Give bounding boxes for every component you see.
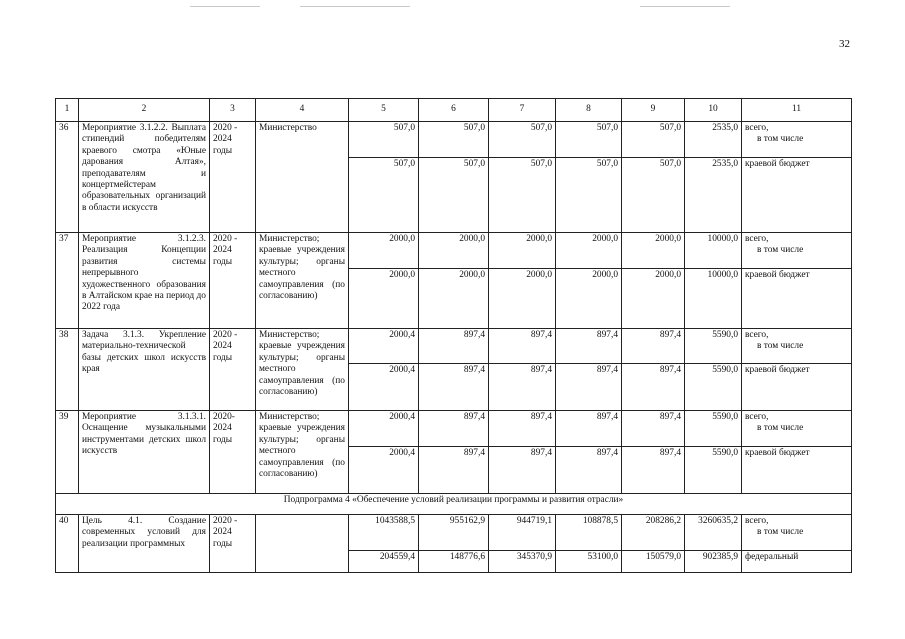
funding-source-line: всего, (745, 330, 769, 340)
column-header: 5 (349, 99, 419, 122)
value-2022: 507,0 (489, 158, 556, 233)
funding-source-subline: в том числе (757, 423, 804, 434)
column-header: 8 (556, 99, 622, 122)
funding-source (742, 269, 852, 329)
funding-source-subline: в том числе (757, 527, 804, 538)
executors: Министерство; краевые учреждения культуры; органы местного самоуправления (по согласованию) (256, 233, 349, 329)
value-2021: 148776,6 (419, 551, 489, 573)
measure-name: Задача 3.1.3. Укрепление материально-технической базы детских школ искусств края (79, 329, 210, 411)
column-header: 7 (489, 99, 556, 122)
funding-source (742, 551, 852, 573)
period: 2020 - 2024 годы (210, 329, 256, 411)
funding-source-subline: в том числе (757, 245, 804, 256)
value-total: 3260635,2 (685, 515, 742, 551)
column-header: 10 (685, 99, 742, 122)
value-2020: 204559,4 (349, 551, 419, 573)
value-total: 2535,0 (685, 122, 742, 158)
table-row (56, 329, 852, 364)
value-2021: 897,4 (419, 329, 489, 364)
value-2023: 897,4 (556, 447, 622, 494)
value-2023: 897,4 (556, 411, 622, 447)
value-2022: 897,4 (489, 411, 556, 447)
value-total: 5590,0 (685, 364, 742, 411)
value-total: 10000,0 (685, 269, 742, 329)
table-row (56, 122, 852, 158)
value-2021: 897,4 (419, 364, 489, 411)
funding-source-subline: в том числе (757, 341, 804, 352)
column-header: 9 (622, 99, 685, 122)
value-2020: 2000,4 (349, 447, 419, 494)
row-number: 40 (56, 515, 79, 573)
funding-source-line: всего, (745, 234, 769, 244)
value-2023: 2000,0 (556, 269, 622, 329)
period: 2020 - 2024 годы (210, 515, 256, 573)
table-row (56, 411, 852, 447)
value-2022: 944719,1 (489, 515, 556, 551)
measure-name: Цель 4.1. Создание современных условий для реализации программных (79, 515, 210, 573)
header-row (56, 99, 852, 122)
value-total: 902385,9 (685, 551, 742, 573)
value-2022: 507,0 (489, 122, 556, 158)
scan-artifact (640, 6, 730, 7)
value-2021: 897,4 (419, 411, 489, 447)
scan-artifact (300, 6, 410, 7)
period: 2020 - 2024 годы (210, 233, 256, 329)
measure-name: Мероприятие 3.1.2.2. Выплата стипендий победителям краевого смотра «Юные дарования Алтая», преподавателям и концертмейстерам образовательных организаций в области искусств (79, 122, 210, 233)
value-total: 5590,0 (685, 411, 742, 447)
measure-name: Мероприятие 3.1.3.1. Оснащение музыкальными инструментами детских школ искусств (79, 411, 210, 494)
value-2023: 507,0 (556, 158, 622, 233)
column-header: 11 (742, 99, 852, 122)
value-2023: 897,4 (556, 364, 622, 411)
value-total: 5590,0 (685, 329, 742, 364)
value-2022: 2000,0 (489, 233, 556, 269)
period: 2020 - 2024 годы (210, 122, 256, 233)
funding-source-line: краевой бюджет (745, 270, 810, 280)
value-2020: 1043588,5 (349, 515, 419, 551)
value-total: 2535,0 (685, 158, 742, 233)
executors (256, 515, 349, 573)
value-2021: 2000,0 (419, 233, 489, 269)
value-2021: 897,4 (419, 447, 489, 494)
subprogram-title: Подпрограмма 4 «Обеспечение условий реализации программы и развития отрасли» (56, 494, 852, 515)
funding-source (742, 233, 852, 269)
value-2020: 2000,0 (349, 269, 419, 329)
value-2024: 897,4 (622, 447, 685, 494)
funding-source (742, 122, 852, 158)
funding-source (742, 364, 852, 411)
funding-source-line: федеральный (745, 552, 799, 562)
value-2024: 897,4 (622, 329, 685, 364)
value-2023: 108878,5 (556, 515, 622, 551)
value-2021: 2000,0 (419, 269, 489, 329)
funding-source-line: краевой бюджет (745, 159, 810, 169)
value-2020: 2000,4 (349, 329, 419, 364)
executors: Министерство; краевые учреждения культуры; органы местного самоуправления (по согласованию) (256, 411, 349, 494)
column-header: 4 (256, 99, 349, 122)
funding-source (742, 329, 852, 364)
value-2020: 507,0 (349, 122, 419, 158)
period: 2020- 2024 годы (210, 411, 256, 494)
page-number: 32 (839, 38, 850, 50)
funding-source (742, 158, 852, 233)
value-2020: 2000,4 (349, 411, 419, 447)
value-2023: 897,4 (556, 329, 622, 364)
row-number: 38 (56, 329, 79, 411)
value-2023: 2000,0 (556, 233, 622, 269)
measure-name: Мероприятие 3.1.2.3. Реализация Концепции развития системы непрерывного художественного образования в Алтайском крае на период до 2022 года (79, 233, 210, 329)
funding-source-subline: в том числе (757, 134, 804, 145)
value-2021: 507,0 (419, 122, 489, 158)
scan-artifact (190, 6, 260, 7)
value-2024: 2000,0 (622, 233, 685, 269)
value-2022: 897,4 (489, 329, 556, 364)
value-total: 5590,0 (685, 447, 742, 494)
row-number: 39 (56, 411, 79, 494)
funding-source-line: всего, (745, 123, 769, 133)
value-2023: 507,0 (556, 122, 622, 158)
value-2022: 897,4 (489, 447, 556, 494)
executors: Министерство (256, 122, 349, 233)
value-2021: 507,0 (419, 158, 489, 233)
column-header: 6 (419, 99, 489, 122)
value-2024: 2000,0 (622, 269, 685, 329)
funding-source (742, 447, 852, 494)
value-2022: 2000,0 (489, 269, 556, 329)
budget-table (55, 98, 852, 573)
table-row (56, 515, 852, 551)
value-2020: 2000,0 (349, 233, 419, 269)
value-2024: 897,4 (622, 364, 685, 411)
funding-source-line: всего, (745, 412, 769, 422)
value-2020: 507,0 (349, 158, 419, 233)
value-2024: 208286,2 (622, 515, 685, 551)
funding-source-line: краевой бюджет (745, 365, 810, 375)
value-2022: 897,4 (489, 364, 556, 411)
column-header: 3 (210, 99, 256, 122)
row-number: 37 (56, 233, 79, 329)
column-header: 1 (56, 99, 79, 122)
value-2024: 897,4 (622, 411, 685, 447)
funding-source (742, 411, 852, 447)
value-total: 10000,0 (685, 233, 742, 269)
value-2024: 507,0 (622, 158, 685, 233)
funding-source-line: краевой бюджет (745, 448, 810, 458)
column-header: 2 (79, 99, 210, 122)
table-row (56, 233, 852, 269)
value-2024: 150579,0 (622, 551, 685, 573)
executors: Министерство; краевые учреждения культуры; органы местного самоуправления (по согласованию) (256, 329, 349, 411)
value-2022: 345370,9 (489, 551, 556, 573)
funding-source (742, 515, 852, 551)
value-2020: 2000,4 (349, 364, 419, 411)
subprogram-row (56, 494, 852, 515)
value-2024: 507,0 (622, 122, 685, 158)
row-number: 36 (56, 122, 79, 233)
funding-source-line: всего, (745, 516, 769, 526)
value-2023: 53100,0 (556, 551, 622, 573)
value-2021: 955162,9 (419, 515, 489, 551)
